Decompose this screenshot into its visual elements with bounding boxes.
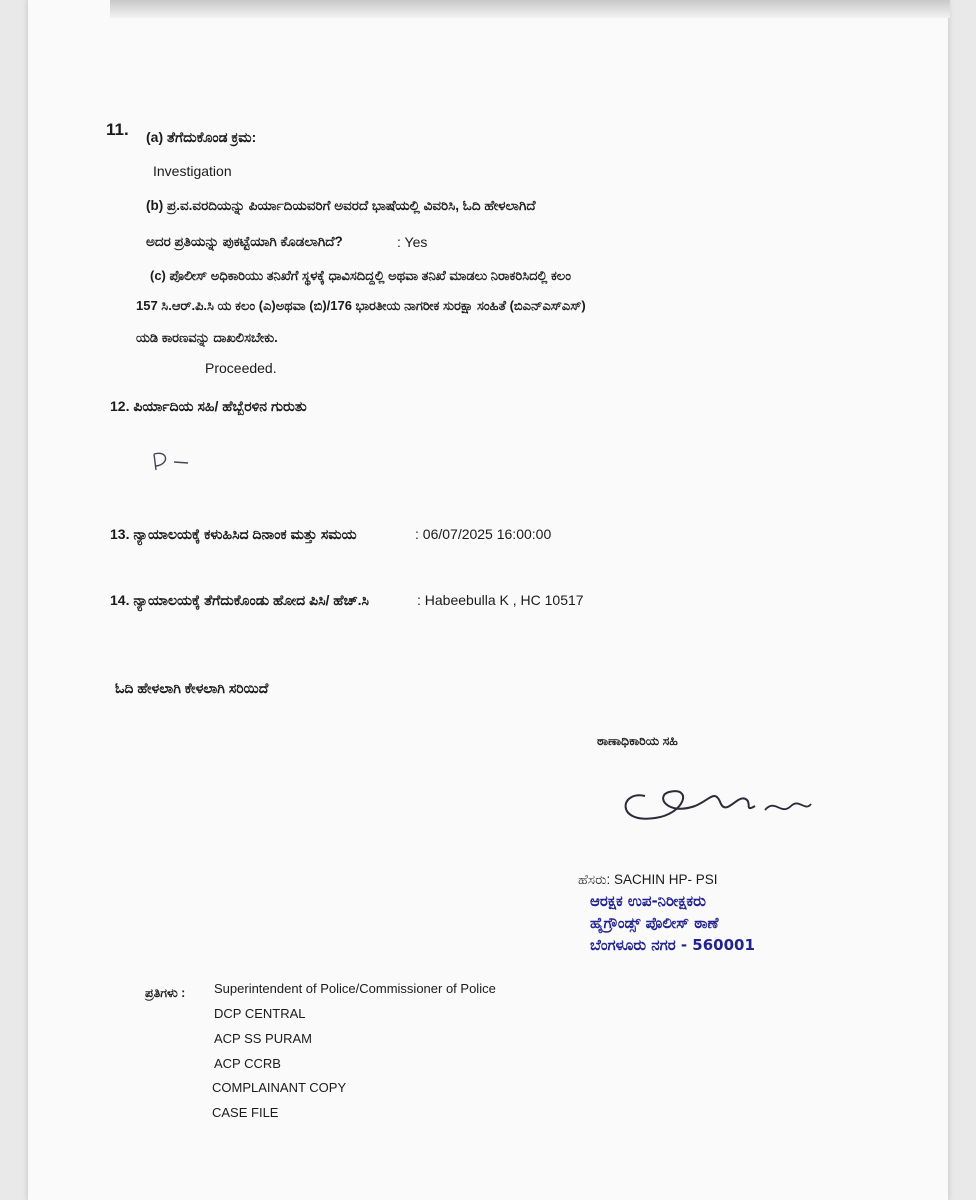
officer-name-line: ಹೆಸರು: SACHIN HP- PSI xyxy=(578,872,718,887)
item-11b-label: (b) ಪ್ರ.ವ.ವರದಿಯನ್ನು ಪಿರ್ಯಾದಿಯವರಿಗೆ ಅವರದೆ ಭಾಷೆಯಲ್ಲಿ ವಿವರಿಸಿ, ಓದಿ ಹೇಳಲಾಗಿದೆ xyxy=(146,198,536,213)
copy-item: Superintendent of Police/Commissioner of Police xyxy=(214,981,496,996)
stamp-line-2: ಹೈಗ್ರೌಂಡ್ಸ್ ಪೊಲೀಸ್ ಠಾಣೆ xyxy=(590,914,719,932)
item-14-label: 14. ನ್ಯಾಯಾಲಯಕ್ಕೆ ತೆಗೆದುಕೊಂಡು ಹೋದ ಪಿಸಿ/ ಹೆಚ್.ಸಿ xyxy=(110,592,369,608)
item-13-value: : 06/07/2025 16:00:00 xyxy=(415,526,552,542)
copies-label: ಪ್ರತಿಗಳು : xyxy=(145,986,186,1000)
read-out-note: ಓದಿ ಹೇಳಲಾಗಿ ಕೇಳಲಾಗಿ ಸರಿಯಿದೆ xyxy=(115,680,269,696)
item-11c-line2: 157 ಸಿ.ಆರ್.ಪಿ.ಸಿ ಯ ಕಲಂ (ಎ)ಅಥವಾ (ಬಿ)/176 ಭಾರತೀಯ ನಾಗರೀಕ ಸುರಕ್ಷಾ ಸಂಹಿತೆ (ಬಿಎನ್ಎಸ್ಎಸ್) xyxy=(136,298,586,313)
item-11a-value: Investigation xyxy=(153,163,232,179)
officer-signature-mark xyxy=(615,776,825,832)
copy-item: COMPLAINANT COPY xyxy=(212,1080,347,1095)
copy-item: ACP CCRB xyxy=(214,1056,281,1071)
item-11c-line1: (c) ಪೊಲೀಸ್ ಅಧಿಕಾರಿಯು ತನಿಖೆಗೆ ಸ್ಥಳಕ್ಕೆ ಧಾವಿಸದಿದ್ದಲ್ಲಿ ಅಥವಾ ತನಿಖೆ ಮಾಡಲು ನಿರಾಕರಿಸಿದಲ್ಲಿ ಕಲಂ xyxy=(150,268,571,283)
scan-top-edge xyxy=(110,0,950,18)
item-11c-line3: ಯಡಿ ಕಾರಣವನ್ನು ದಾಖಲಿಸಬೇಕು. xyxy=(136,330,278,345)
stamp-line-3: ಬೆಂಗಳೂರು ನಗರ - 560001 xyxy=(590,936,755,954)
item-11c-value: Proceeded. xyxy=(205,360,277,376)
copy-item: CASE FILE xyxy=(212,1105,279,1120)
item-11-number: 11. xyxy=(106,120,129,139)
copy-item: ACP SS PURAM xyxy=(214,1031,313,1046)
item-11b-value: : Yes xyxy=(397,234,428,250)
item-14-value: : Habeebulla K , HC 10517 xyxy=(417,592,584,608)
officer-signature-label: ಠಾಣಾಧಿಕಾರಿಯ ಸಹಿ xyxy=(597,734,678,748)
item-11a-label: (a) ತೆಗೆದುಕೊಂಡ ಕ್ರಮ: xyxy=(146,129,257,145)
stamp-line-1: ಆರಕ್ಷಕ ಉಪ-ನಿರೀಕ್ಷಕರು xyxy=(590,892,706,910)
copy-item: DCP CENTRAL xyxy=(214,1006,306,1021)
item-13-label: 13. ನ್ಯಾಯಾಲಯಕ್ಕೆ ಕಳುಹಿಸಿದ ದಿನಾಂಕ ಮತ್ತು ಸಮಯ xyxy=(110,526,357,542)
item-11b-label-line2: ಅದರ ಪ್ರತಿಯನ್ನು ಪುಕಟ್ಟೆಯಾಗಿ ಕೊಡಲಾಗಿದೆ? xyxy=(146,234,343,249)
complainant-signature-mark xyxy=(148,448,198,476)
item-12-label: 12. ಪಿರ್ಯಾದಿಯ ಸಹಿ/ ಹೆಬ್ಬೆರಳಿನ ಗುರುತು xyxy=(110,398,307,414)
office-stamp xyxy=(590,890,790,956)
